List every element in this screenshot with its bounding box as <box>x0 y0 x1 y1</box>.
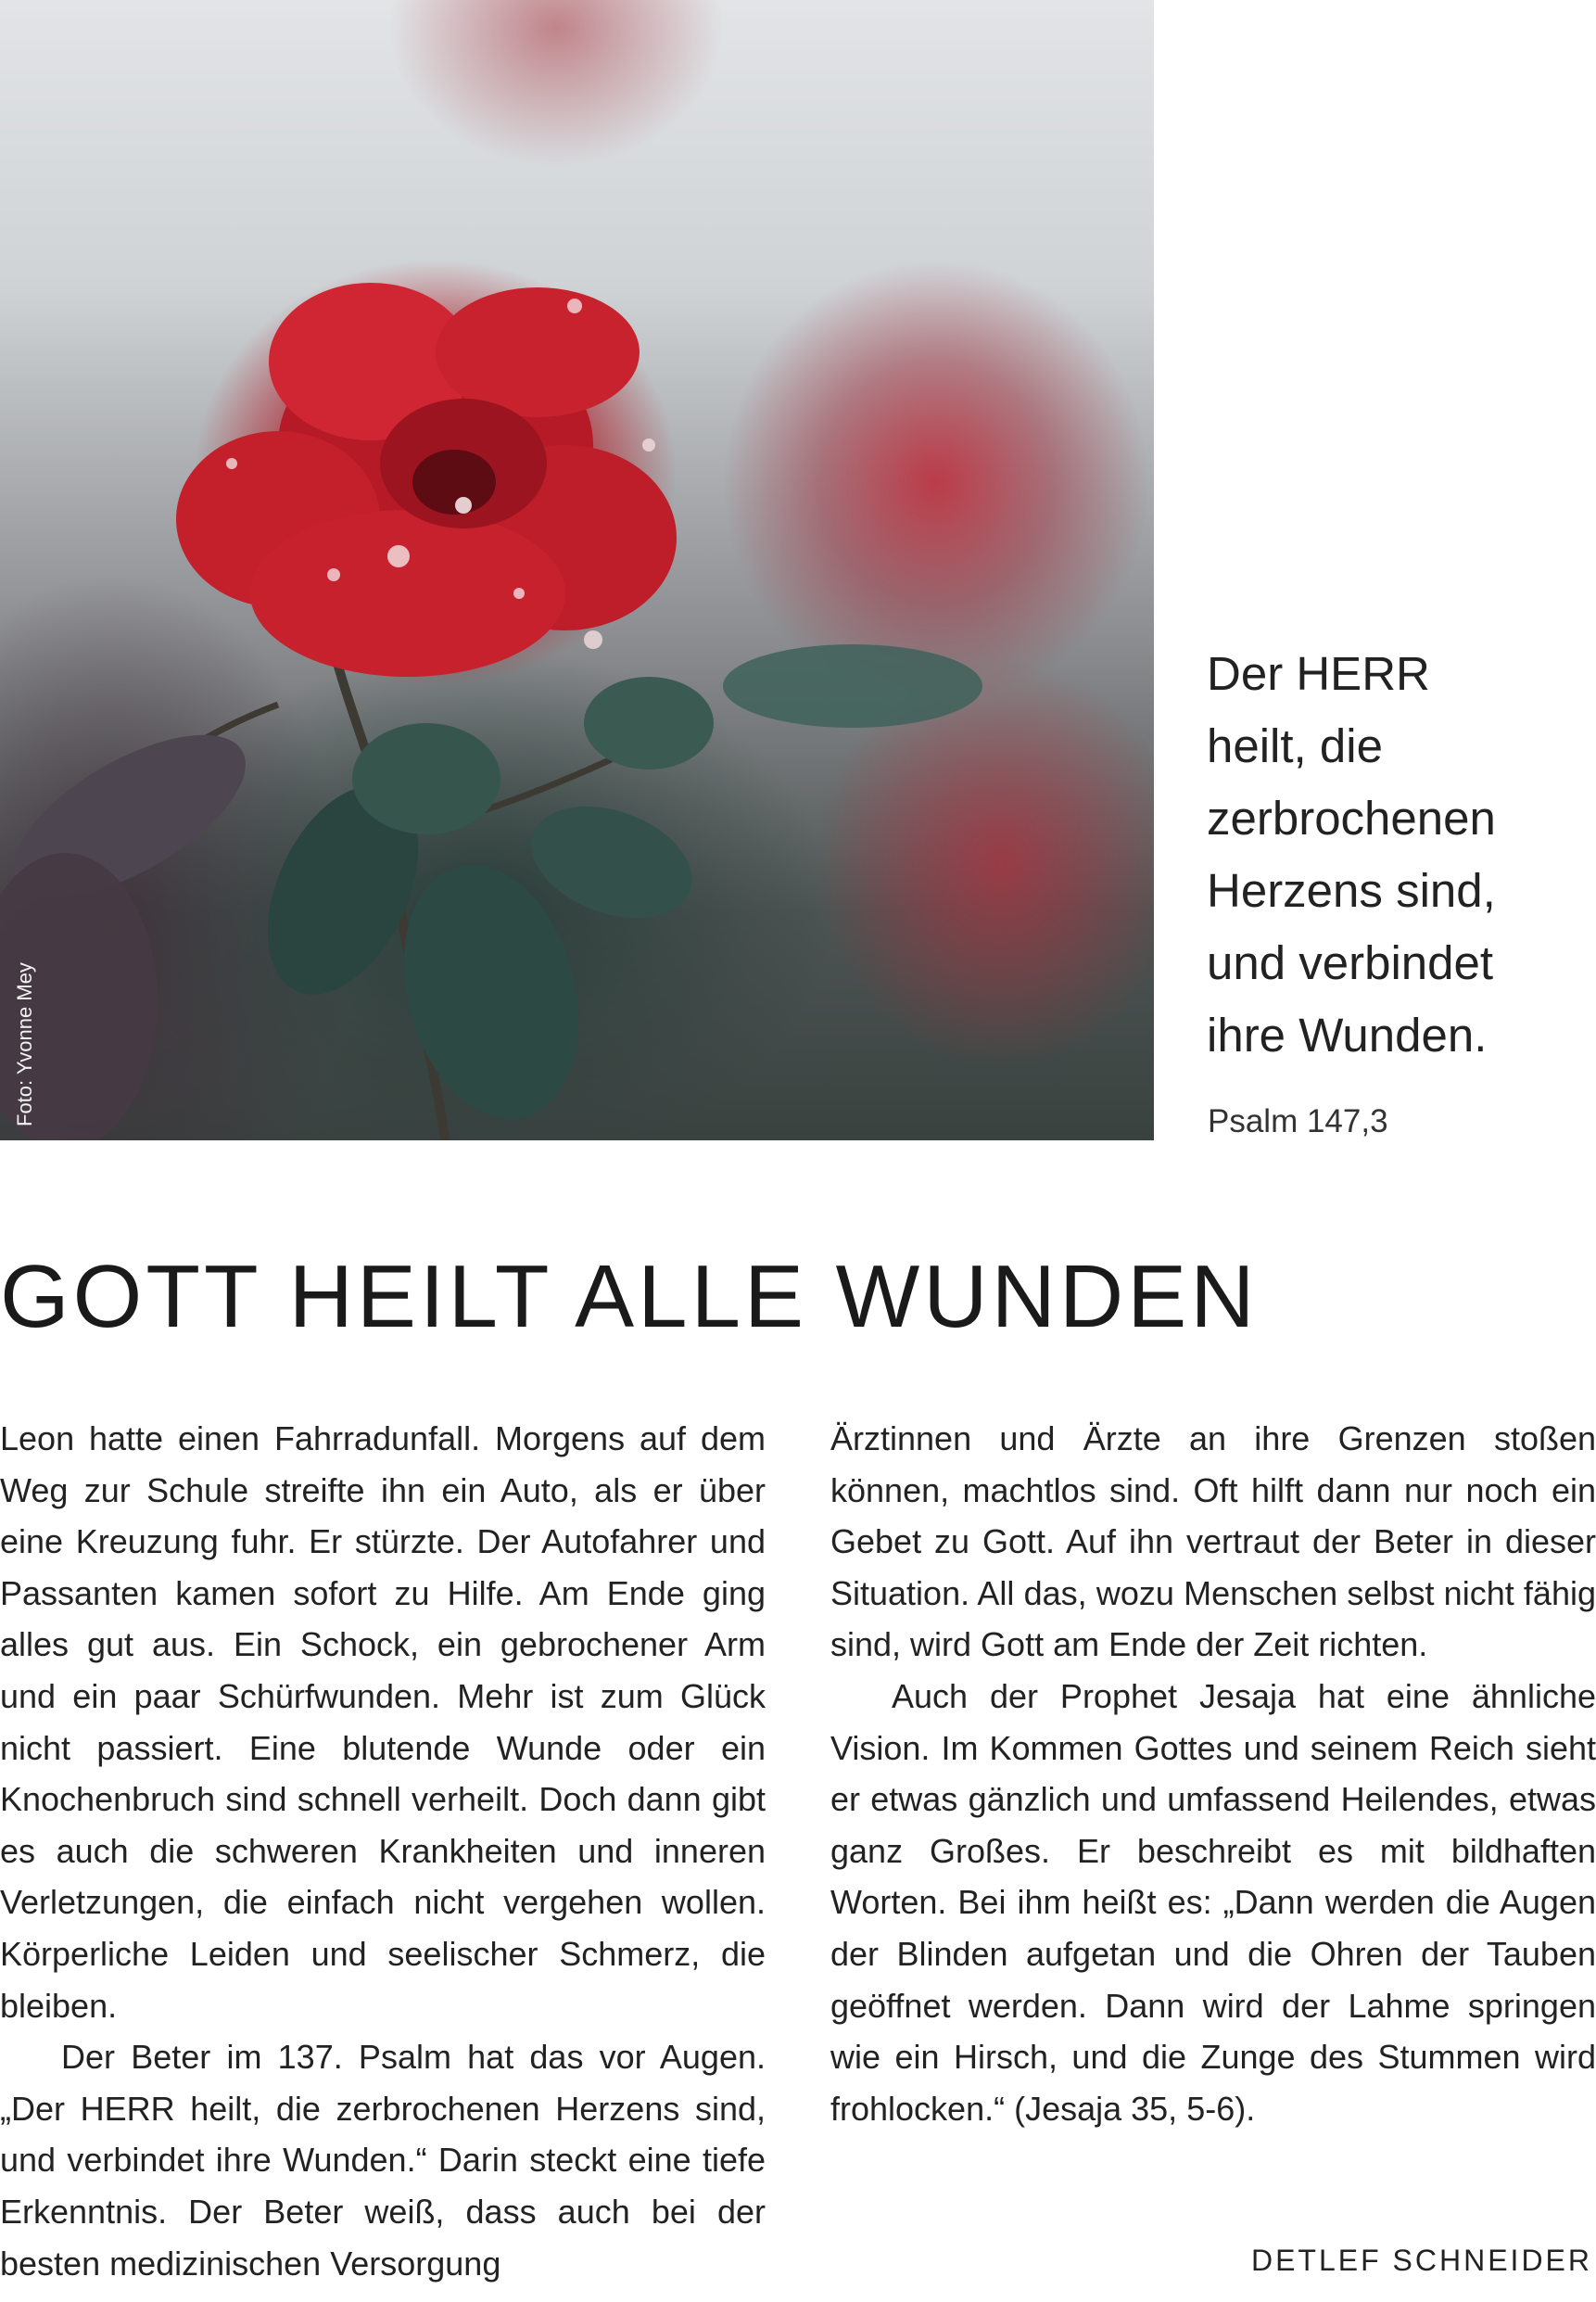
bible-quote <box>1207 638 1577 1072</box>
paragraph: Der Beter im 137. Psalm hat das vor Augen. „Der HERR heilt, die zerbrochenen Herzens sind, und verbindet ihre Wunden.“ Darin steckt eine tiefe Erkenntnis. Der Beter weiß, dass auch bei der besten medizinischen Versorgung <box>0 2038 766 2283</box>
red-rose-photo <box>0 0 1154 1140</box>
paragraph: Ärztinnen und Ärzte an ihre Grenzen stoßen können, machtlos sind. Oft hilft dann nur noch ein Gebet zu Gott. Auf ihn vertraut der Beter in dieser Situation. All das, wozu Menschen selbst nicht fähig sind, wird Gott am Ende der Zeit richten. <box>830 1419 1596 1664</box>
quote-line: heilt, die <box>1207 719 1383 772</box>
photo-credit: Foto: Yvonne Mey <box>13 962 36 1126</box>
quote-line: ihre Wunden. <box>1207 1009 1488 1062</box>
paragraph: Auch der Prophet Jesaja hat eine ähnliche Vision. Im Kommen Gottes und seinem Reich sieht er etwas gänzlich und umfassend Heilendes, etwas ganz Großes. Er beschreibt es mit bildhaften Worten. Bei ihm heißt es: „Dann werden die Augen der Blinden aufgetan und die Ohren der Tauben geöffnet werden. Dann wird der Lahme springen wie ein Hirsch, und die Zunge des Stummen wird frohlocken.“ (Jesaja 35, 5-6). <box>830 1676 1596 2128</box>
rose-photo <box>0 0 1154 1140</box>
article-author: DETLEF SCHNEIDER <box>1250 2244 1592 2277</box>
quote-line: Herzens sind, <box>1207 864 1496 917</box>
paragraph: Leon hatte einen Fahrradunfall. Morgens auf dem Weg zur Schule streifte ihn ein Auto, als er über eine Kreuzung fuhr. Er stürzte. Der Autofahrer und Passanten kamen sofort zu Hilfe. Am Ende ging alles gut aus. Ein Schock, ein gebrochener Arm und ein paar Schürfwunden. Mehr ist zum Glück nicht passiert. Eine blutende Wunde oder ein Knochenbruch sind schnell verheilt. Doch dann gibt es auch die schweren Krankheiten und inneren Verletzungen, die einfach nicht vergehen wollen. Körperliche Leiden und seelischer Schmerz, die bleiben. <box>0 1419 766 2025</box>
article-column-left <box>0 1413 766 2289</box>
quote-reference: Psalm 147,3 <box>1208 1103 1388 1139</box>
article-title: GOTT HEILT ALLE WUNDEN <box>0 1247 1259 1346</box>
quote-line: Der HERR <box>1207 647 1430 700</box>
quote-line: und verbindet <box>1207 936 1494 989</box>
article-column-right <box>830 1413 1596 2134</box>
quote-line: zerbrochenen <box>1207 792 1496 845</box>
